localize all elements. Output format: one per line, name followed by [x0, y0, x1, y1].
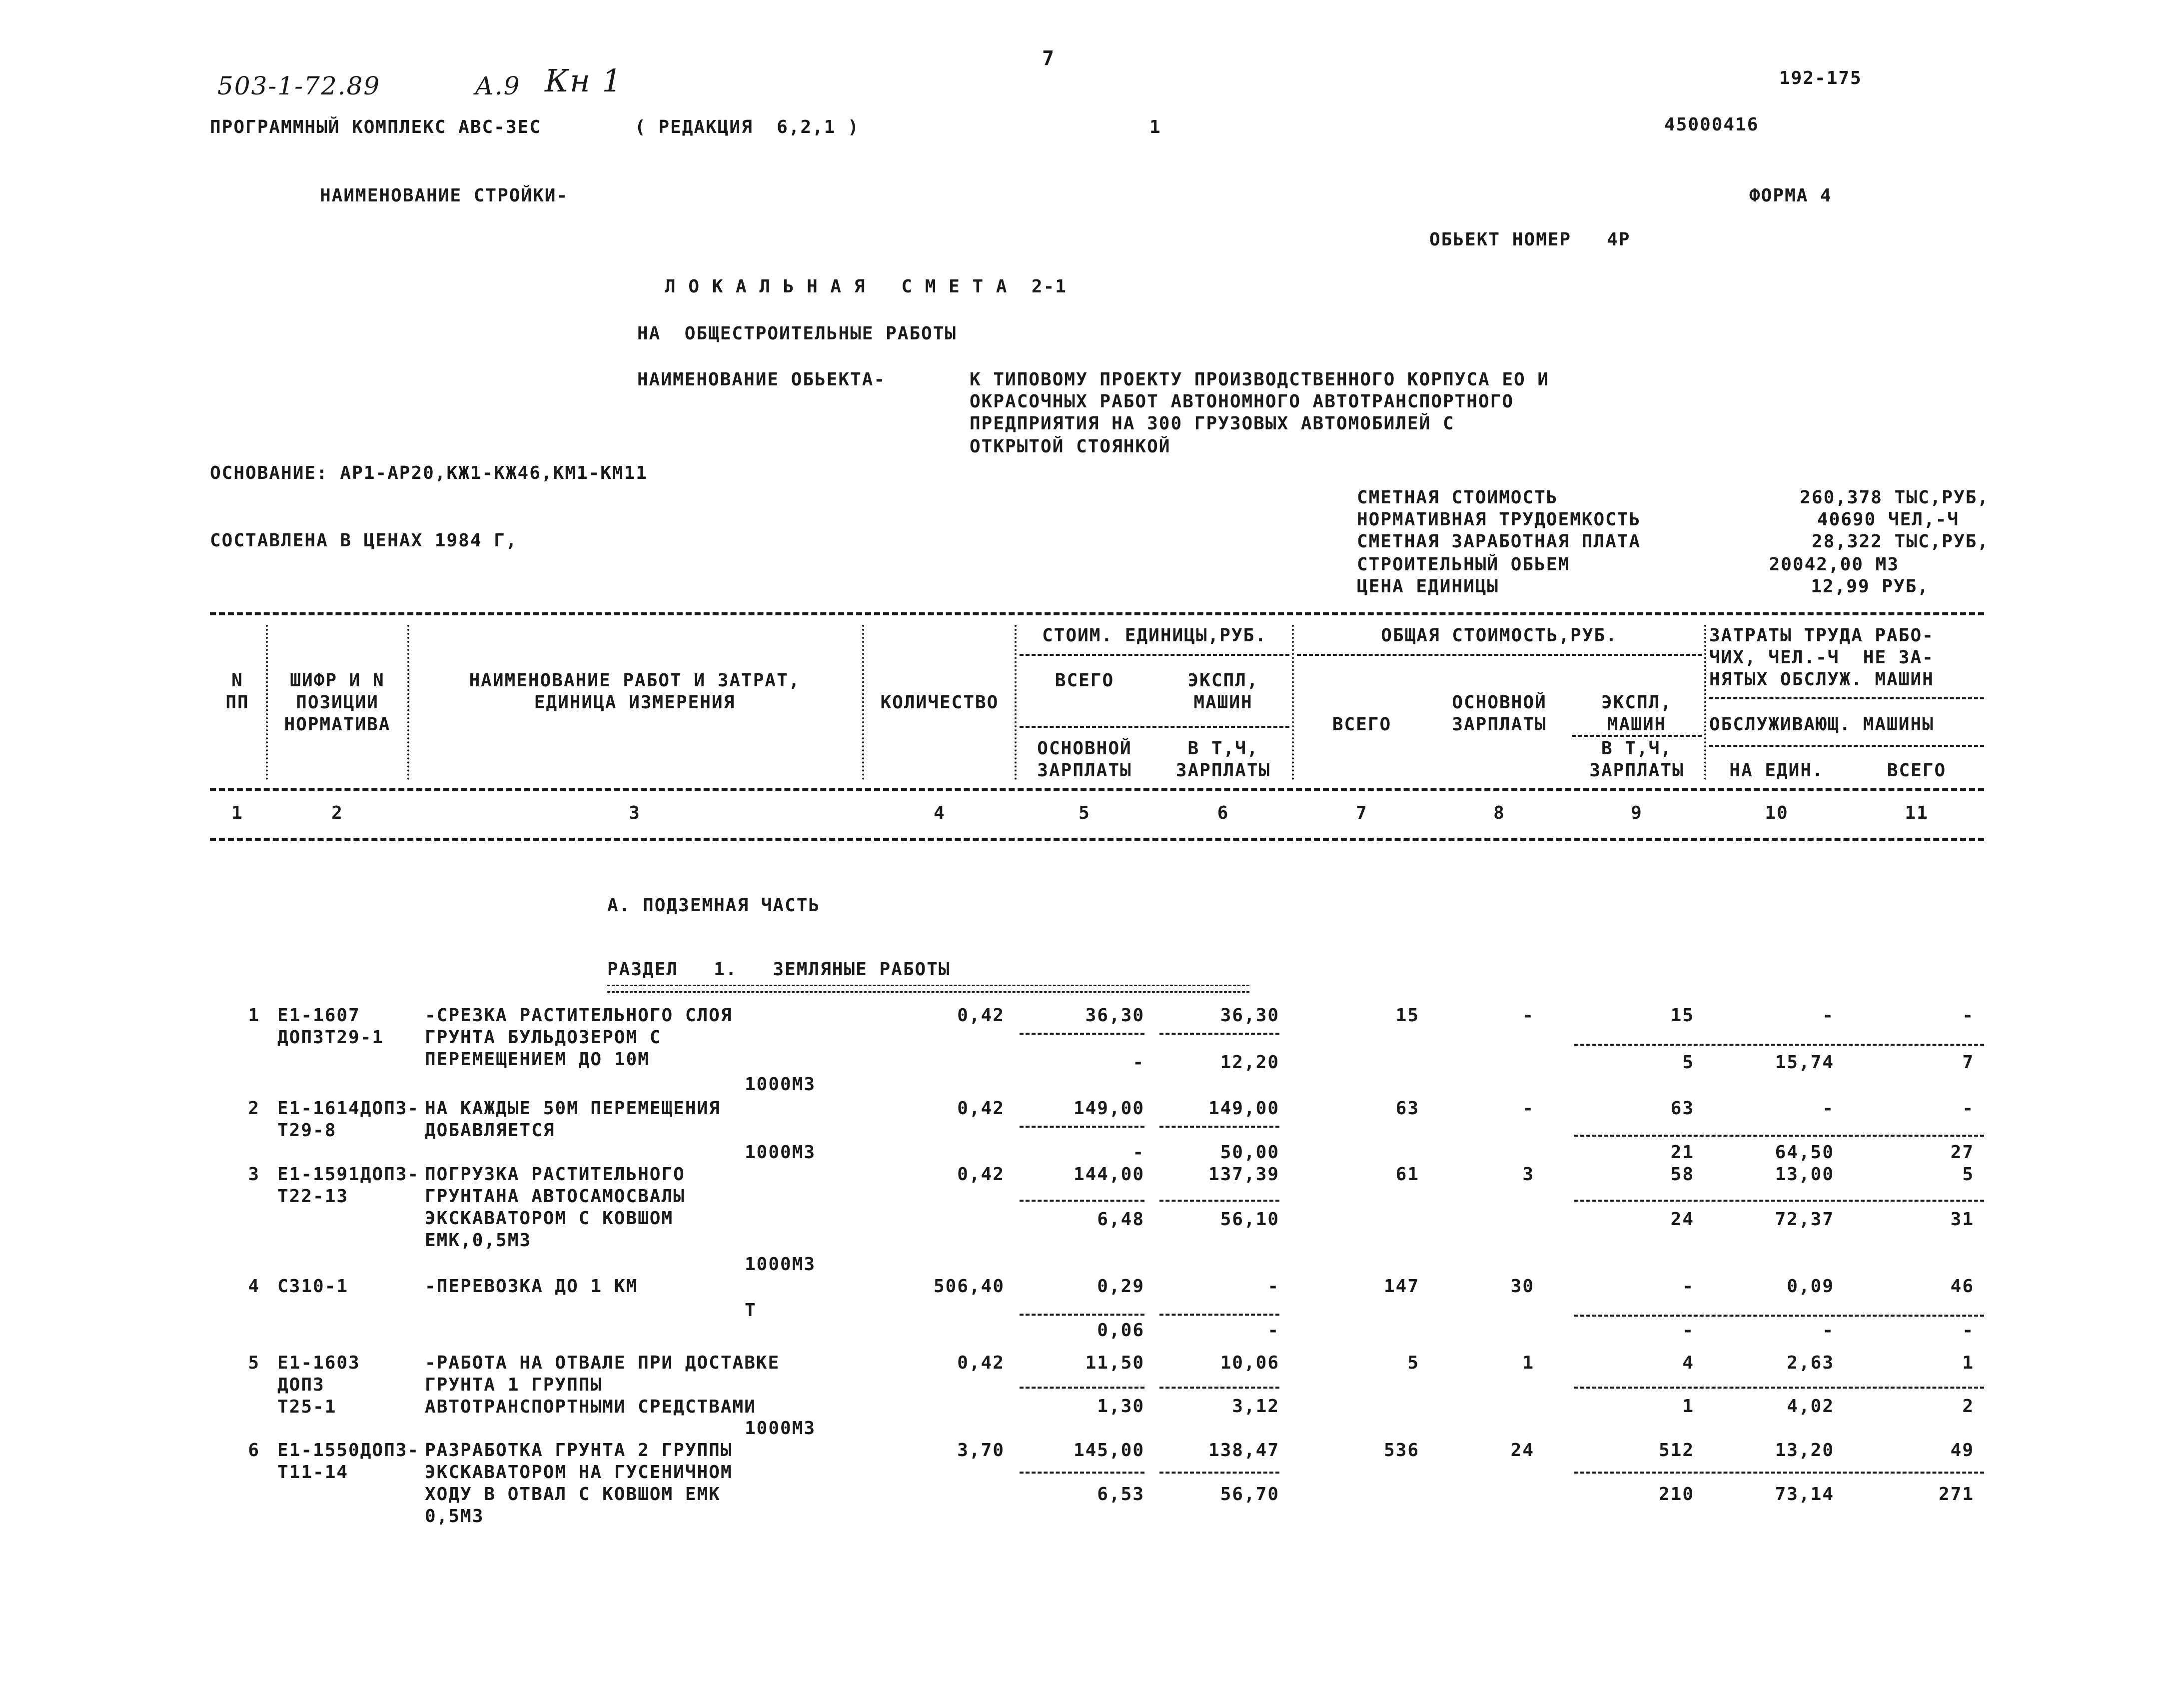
column-number: 11 — [1905, 803, 1929, 823]
construction-label: НАИМЕНОВАНИЕ СТРОЙКИ- — [320, 185, 569, 206]
labor-total: 46 — [1950, 1276, 1974, 1297]
labor-per-unit: 2,63 — [1787, 1353, 1834, 1373]
row-code: Е1-1614ДОП3- Т29-8 — [277, 1098, 420, 1141]
row-number: 6 — [248, 1440, 260, 1461]
header-top-rule — [210, 612, 1984, 615]
summary-value: 40690 ЧЕЛ,-Ч — [1817, 509, 1959, 530]
cell-divider — [1574, 1472, 1984, 1474]
basis: ОСНОВАНИЕ: АР1-АР20,КЖ1-КЖ46,КМ1-КМ11 — [210, 463, 648, 483]
total-all-header: ВСЕГО — [1332, 714, 1392, 735]
edition: ( РЕДАКЦИЯ 6,2,1 ) — [635, 117, 860, 137]
summary-value: 12,99 РУБ, — [1811, 576, 1929, 597]
cell-divider — [1159, 1200, 1279, 1202]
unit-incl-wage: - — [1267, 1320, 1279, 1341]
object-name-1: К ТИПОВОМУ ПРОЕКТУ ПРОИЗВОДСТВЕННОГО КОРПУСА ЕО И — [970, 369, 1550, 390]
summary-label: СМЕТНАЯ СТОИМОСТЬ — [1357, 487, 1558, 508]
unit-machine-header: ЭКСПЛ, МАШИН — [1187, 670, 1259, 713]
sheet-code: 192-175 — [1779, 68, 1862, 88]
labor-total: 49 — [1950, 1440, 1974, 1461]
column-number: 4 — [934, 803, 946, 823]
unit-cost-header: СТОИМ. ЕДИНИЦЫ,РУБ. — [1042, 625, 1267, 646]
header-mid-rule — [210, 788, 1984, 791]
page-title: Л О К А Л Ь Н А Я С М Е Т А 2-1 — [665, 276, 1067, 297]
header-sub-rule — [1020, 726, 1289, 728]
row-unit: Т — [745, 1300, 757, 1321]
unit-wage: 6,53 — [1097, 1484, 1144, 1505]
unit-machine: 149,00 — [1208, 1098, 1279, 1119]
total-incl-wage-header: В Т,Ч, ЗАРПЛАТЫ — [1589, 738, 1684, 781]
total-wage: 3 — [1522, 1164, 1534, 1185]
machine-labor-total: 2 — [1962, 1396, 1974, 1417]
cell-divider — [1159, 1387, 1279, 1389]
album-mark: А.9 — [475, 71, 521, 100]
total-cost: 147 — [1383, 1276, 1419, 1297]
cell-divider — [1574, 1135, 1984, 1137]
unit-incl-wage: 50,00 — [1220, 1142, 1279, 1163]
row-quantity: 0,42 — [957, 1164, 1005, 1185]
labor-per-unit-header: НА ЕДИН. — [1729, 760, 1824, 781]
row-quantity: 0,42 — [957, 1098, 1005, 1119]
unit-wage: - — [1132, 1052, 1144, 1073]
row-number: 5 — [248, 1353, 260, 1373]
summary-label: СТРОИТЕЛЬНЫЙ ОБЬЕМ — [1357, 554, 1570, 575]
machine-labor-per-unit: 64,50 — [1775, 1142, 1834, 1163]
cell-divider — [1020, 1314, 1144, 1316]
row-code: Е1-1591ДОП3- Т22-13 — [277, 1164, 420, 1207]
column-number: 10 — [1765, 803, 1789, 823]
row-quantity: 0,42 — [957, 1353, 1005, 1373]
cell-divider — [1020, 1126, 1144, 1128]
column-divider — [1704, 625, 1706, 780]
unit-wage: 6,48 — [1097, 1209, 1144, 1230]
column-number: 7 — [1356, 803, 1368, 823]
row-description: НА КАЖДЫЕ 50М ПЕРЕМЕЩЕНИЯ ДОБАВЛЯЕТСЯ — [425, 1098, 721, 1141]
object-number: ОБЬЕКТ НОМЕР 4Р — [1429, 229, 1631, 250]
machine-labor-per-unit: 72,37 — [1775, 1209, 1834, 1230]
labor-total: 1 — [1962, 1353, 1974, 1373]
row-unit: 1000М3 — [745, 1418, 816, 1439]
total-wage: - — [1522, 1005, 1534, 1026]
labor-per-unit: 13,00 — [1775, 1164, 1834, 1185]
unit-incl-wage-header: В Т,Ч, ЗАРПЛАТЫ — [1175, 738, 1271, 781]
row-number: 1 — [248, 1005, 260, 1026]
software-name: ПРОГРАММНЫЙ КОМПЛЕКС АВС-3ЕС — [210, 117, 541, 137]
cell-divider — [1574, 1200, 1984, 1202]
labor-header: ЗАТРАТЫ ТРУДА РАБО- ЧИХ, ЧЕЛ.-Ч НЕ ЗА- НЯТЫХ ОБСЛУЖ. МАШИН — [1709, 625, 1934, 690]
object-label: НАИМЕНОВАНИЕ ОБЬЕКТА- — [637, 369, 886, 390]
header-sub-rule — [1709, 697, 1984, 699]
unit-incl-wage: 56,10 — [1220, 1209, 1279, 1230]
total-wage-header: ОСНОВНОЙ ЗАРПЛАТЫ — [1452, 692, 1547, 735]
machine-labor-total: 271 — [1938, 1484, 1974, 1505]
total-incl-wage: 21 — [1670, 1142, 1694, 1163]
labor-per-unit: 0,09 — [1787, 1276, 1834, 1297]
header-bottom-rule — [210, 838, 1984, 841]
object-name-2: ОКРАСОЧНЫХ РАБОТ АВТОНОМНОГО АВТОТРАНСПОРТНОГО — [970, 391, 1514, 412]
row-description: РАЗРАБОТКА ГРУНТА 2 ГРУППЫ ЭКСКАВАТОРОМ НА ГУСЕНИЧНОМ ХОДУ В ОТВАЛ С КОВШОМ ЕМК 0,5М3 — [425, 1440, 733, 1527]
unit-total-header: ВСЕГО — [1055, 670, 1114, 691]
row-code: Е1-1607 ДОП3Т29-1 — [277, 1005, 384, 1048]
machine-labor-per-unit: 4,02 — [1787, 1396, 1834, 1417]
column-divider — [407, 625, 409, 780]
cell-divider — [1574, 1315, 1984, 1317]
summary-value: 28,322 ТЫС,РУБ, — [1811, 531, 1989, 552]
row-number: 2 — [248, 1098, 260, 1119]
summary-value: 260,378 ТЫС,РУБ, — [1800, 487, 1989, 508]
row-unit: 1000М3 — [745, 1254, 816, 1275]
unit-machine: 10,06 — [1220, 1353, 1279, 1373]
cell-divider — [1159, 1472, 1279, 1474]
part-title: А. ПОДЗЕМНАЯ ЧАСТЬ — [607, 895, 821, 916]
machine-labor-per-unit: 15,74 — [1775, 1052, 1834, 1073]
column-number: 6 — [1217, 803, 1229, 823]
summary-label: НОРМАТИВНАЯ ТРУДОЕМКОСТЬ — [1357, 509, 1641, 530]
summary-value: 20042,00 М3 — [1769, 554, 1899, 575]
total-machine-header: ЭКСПЛ, МАШИН — [1601, 692, 1673, 735]
cell-divider — [1020, 1033, 1144, 1035]
row-description: ПОГРУЗКА РАСТИТЕЛЬНОГО ГРУНТАНА АВТОСАМОСВАЛЫ ЭКСКАВАТОРОМ С КОВШОМ ЕМК,0,5М3 — [425, 1164, 685, 1251]
total-cost: 536 — [1383, 1440, 1419, 1461]
page-number: 7 — [1042, 47, 1056, 70]
unit-total: 144,00 — [1073, 1164, 1144, 1185]
machine-labor-total: 7 — [1962, 1052, 1974, 1073]
labor-per-unit: - — [1822, 1098, 1834, 1119]
machine-labor-total: - — [1962, 1320, 1974, 1341]
total-machine: 58 — [1670, 1164, 1694, 1185]
unit-wage: - — [1132, 1142, 1144, 1163]
header-sub-rule — [1572, 735, 1702, 737]
cell-divider — [1020, 1387, 1144, 1389]
header-sub-rule — [1020, 654, 1289, 656]
total-wage: 24 — [1510, 1440, 1534, 1461]
row-code: Е1-1603 ДОП3 Т25-1 — [277, 1353, 360, 1417]
section-underline — [607, 985, 1249, 993]
row-code: С310-1 — [277, 1276, 349, 1297]
total-incl-wage: 5 — [1682, 1052, 1694, 1073]
unit-incl-wage: 12,20 — [1220, 1052, 1279, 1073]
cell-divider — [1020, 1472, 1144, 1474]
cell-divider — [1159, 1126, 1279, 1128]
total-cost: 15 — [1395, 1005, 1419, 1026]
unit-machine: 138,47 — [1208, 1440, 1279, 1461]
unit-machine: 137,39 — [1208, 1164, 1279, 1185]
total-machine: - — [1682, 1276, 1694, 1297]
cell-divider — [1574, 1044, 1984, 1046]
labor-per-unit: - — [1822, 1005, 1834, 1026]
machine-labor-total: 27 — [1950, 1142, 1974, 1163]
object-name-4: ОТКРЫТОЙ СТОЯНКОЙ — [970, 436, 1171, 457]
row-description: -СРЕЗКА РАСТИТЕЛЬНОГО СЛОЯ ГРУНТА БУЛЬДОЗЕРОМ С ПЕРЕМЕЩЕНИЕМ ДО 10М — [425, 1005, 733, 1070]
unit-total: 145,00 — [1073, 1440, 1144, 1461]
column-number: 1 — [231, 803, 243, 823]
book-mark: Кн 1 — [545, 62, 623, 99]
row-quantity: 0,42 — [957, 1005, 1005, 1026]
row-description: -РАБОТА НА ОТВАЛЕ ПРИ ДОСТАВКЕ ГРУНТА 1 ГРУППЫ АВТОТРАНСПОРТНЫМИ СРЕДСТВАМИ — [425, 1353, 780, 1417]
summary-label: СМЕТНАЯ ЗАРАБОТНАЯ ПЛАТА — [1357, 531, 1641, 552]
header-sub-rule — [1709, 745, 1984, 747]
unit-total: 11,50 — [1085, 1353, 1144, 1373]
object-name-3: ПРЕДПРИЯТИЯ НА 300 ГРУЗОВЫХ АВТОМОБИЛЕЙ С — [970, 413, 1455, 434]
total-wage: - — [1522, 1098, 1534, 1119]
form-label: ФОРМА 4 — [1749, 185, 1832, 206]
column-number: 5 — [1079, 803, 1091, 823]
total-incl-wage: 24 — [1670, 1209, 1694, 1230]
unit-wage-header: ОСНОВНОЙ ЗАРПЛАТЫ — [1037, 738, 1132, 781]
total-cost-header: ОБЩАЯ СТОИМОСТЬ,РУБ. — [1381, 625, 1618, 646]
total-wage: 30 — [1510, 1276, 1534, 1297]
row-quantity: 3,70 — [957, 1440, 1005, 1461]
total-incl-wage: 210 — [1658, 1484, 1694, 1505]
unit-incl-wage: 3,12 — [1232, 1396, 1279, 1417]
labor-per-unit: 13,20 — [1775, 1440, 1834, 1461]
row-code: Е1-1550ДОП3- Т11-14 — [277, 1440, 420, 1483]
column-number: 2 — [331, 803, 343, 823]
labor-total: - — [1962, 1005, 1974, 1026]
cell-divider — [1020, 1200, 1144, 1202]
price-level: СОСТАВЛЕНА В ЦЕНАХ 1984 Г, — [210, 530, 518, 551]
total-machine: 4 — [1682, 1353, 1694, 1373]
total-wage: 1 — [1522, 1353, 1534, 1373]
row-number: 3 — [248, 1164, 260, 1185]
unit-total: 36,30 — [1085, 1005, 1144, 1026]
total-cost: 63 — [1395, 1098, 1419, 1119]
column-number: 3 — [629, 803, 641, 823]
col-qty-header: КОЛИЧЕСТВО — [880, 692, 999, 713]
total-cost: 61 — [1395, 1164, 1419, 1185]
total-machine: 512 — [1658, 1440, 1694, 1461]
unit-wage: 1,30 — [1097, 1396, 1144, 1417]
col-code-header: ШИФР И N ПОЗИЦИИ НОРМАТИВА — [284, 670, 391, 735]
machine-labor-total: 31 — [1950, 1209, 1974, 1230]
column-number: 9 — [1631, 803, 1643, 823]
unit-wage: 0,06 — [1097, 1320, 1144, 1341]
machine-labor-per-unit: 73,14 — [1775, 1484, 1834, 1505]
col-name-header: НАИМЕНОВАНИЕ РАБОТ И ЗАТРАТ, ЕДИНИЦА ИЗМЕРЕНИЯ — [469, 670, 801, 713]
row-number: 4 — [248, 1276, 260, 1297]
column-divider — [1015, 625, 1017, 780]
total-cost: 5 — [1407, 1353, 1419, 1373]
page-subtitle: НА ОБЩЕСТРОИТЕЛЬНЫЕ РАБОТЫ — [637, 323, 957, 344]
row-unit: 1000М3 — [745, 1142, 816, 1163]
total-machine: 15 — [1670, 1005, 1694, 1026]
machine-labor-per-unit: - — [1822, 1320, 1834, 1341]
labor-service-header: ОБСЛУЖИВАЮЩ. МАШИНЫ — [1709, 714, 1934, 735]
col-no-header: N ПП — [225, 670, 249, 713]
unit-machine: - — [1267, 1276, 1279, 1297]
total-incl-wage: 1 — [1682, 1396, 1694, 1417]
cell-divider — [1159, 1033, 1279, 1035]
total-machine: 63 — [1670, 1098, 1694, 1119]
labor-total: 5 — [1962, 1164, 1974, 1185]
header-sub-rule — [1297, 654, 1702, 656]
summary-label: ЦЕНА ЕДИНИЦЫ — [1357, 576, 1499, 597]
labor-total: - — [1962, 1098, 1974, 1119]
labor-total-header: ВСЕГО — [1887, 760, 1947, 781]
unit-incl-wage: 56,70 — [1220, 1484, 1279, 1505]
job-id: 45000416 — [1664, 114, 1759, 135]
cell-divider — [1159, 1314, 1279, 1316]
doc-code: 503-1-72.89 — [217, 71, 381, 100]
row-unit: 1000М3 — [745, 1074, 816, 1095]
column-number: 8 — [1493, 803, 1505, 823]
unit-total: 149,00 — [1073, 1098, 1144, 1119]
row-quantity: 506,40 — [933, 1276, 1005, 1297]
column-divider — [862, 625, 864, 780]
section-title: РАЗДЕЛ 1. ЗЕМЛЯНЫЕ РАБОТЫ — [607, 959, 951, 980]
cell-divider — [1574, 1387, 1984, 1389]
column-divider — [1292, 625, 1294, 780]
unit-total: 0,29 — [1097, 1276, 1144, 1297]
row-description: -ПЕРЕВОЗКА ДО 1 КМ — [425, 1276, 638, 1297]
total-incl-wage: - — [1682, 1320, 1694, 1341]
unit-machine: 36,30 — [1220, 1005, 1279, 1026]
sheet-no: 1 — [1149, 117, 1161, 137]
